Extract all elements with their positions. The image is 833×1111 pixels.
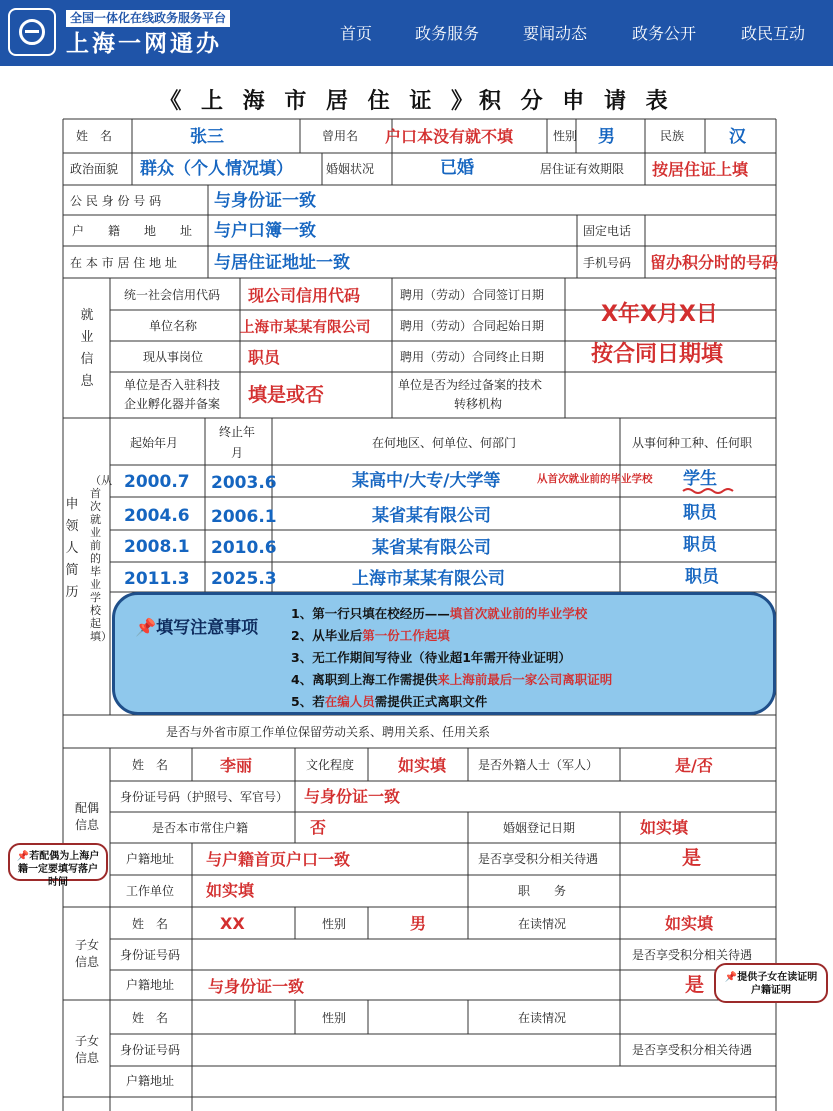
child-proof-callout: 📌提供子女在读证明户籍证明 xyxy=(714,963,828,1003)
col-end-label-2: 月 xyxy=(231,446,244,460)
tech-transfer-label-2: 转移机构 xyxy=(454,397,503,411)
child1-hukou-value[interactable]: 与身份证一致 xyxy=(208,977,305,996)
incubator-value[interactable]: 填是或否 xyxy=(248,384,325,406)
spouse-hukou-value[interactable]: 与户籍首页户口一致 xyxy=(206,850,351,869)
form-title: 《 上 海 市 居 住 证 》积 分 申 请 表 xyxy=(159,88,674,114)
notice-panel xyxy=(112,592,776,715)
child1-school-label: 在读情况 xyxy=(518,917,567,931)
spouse-resident-value[interactable]: 否 xyxy=(310,818,327,837)
resume-row-4-role[interactable]: 职员 xyxy=(685,567,719,587)
contract-sign-label: 聘用（劳动）合同签订日期 xyxy=(400,288,545,302)
tech-transfer-label: 单位是否为经过备案的技术 xyxy=(398,378,543,392)
col-place-label: 在何地区、何单位、何部门 xyxy=(372,436,517,450)
spouse-id-value[interactable]: 与身份证一致 xyxy=(304,787,401,806)
child2-gender-label: 性别 xyxy=(322,1011,347,1025)
former-name-label: 曾用名 xyxy=(322,129,359,143)
col-role-label: 从事何种工种、任何职 xyxy=(632,436,753,450)
spouse-name-value[interactable]: 李丽 xyxy=(220,756,253,775)
contract-date-format[interactable]: X年X月X日 xyxy=(601,302,718,327)
hukou-value[interactable]: 与户口簿一致 xyxy=(214,221,316,241)
nav-interaction[interactable]: 政民互动 xyxy=(741,24,806,43)
brand-title: 上海一网通办 xyxy=(66,31,222,57)
spouse-benefit-label: 是否享受积分相关待遇 xyxy=(478,852,599,866)
child2-benefit-label: 是否享受积分相关待遇 xyxy=(632,1043,753,1057)
spouse-foreign-value[interactable]: 是/否 xyxy=(675,756,713,775)
nav-public[interactable]: 政务公开 xyxy=(632,24,697,43)
resume-row-4-place[interactable]: 上海市某某有限公司 xyxy=(352,569,505,589)
contract-end-label: 聘用（劳动）合同终止日期 xyxy=(400,350,545,364)
resume-row-2-start[interactable]: 2004.6 xyxy=(124,506,190,526)
position-value[interactable]: 职员 xyxy=(248,348,281,367)
spouse-marriage-value[interactable]: 如实填 xyxy=(640,818,689,837)
resume-side-note: （从首次就业前的毕业学校起填） xyxy=(90,474,112,643)
child1-name-label: 姓 名 xyxy=(132,917,169,931)
gender-label: 性别 xyxy=(553,129,578,143)
spouse-section-label: 配偶信息 xyxy=(74,801,99,832)
child2-section-label: 子女信息 xyxy=(74,1034,99,1065)
notice-line-4: 4、离职到上海工作需提供来上海前最后一家公司离职证明 xyxy=(291,672,613,687)
child1-gender-value[interactable]: 男 xyxy=(410,914,427,933)
resume-row-1-role[interactable]: 学生 xyxy=(683,469,717,489)
hukou-label: 户 籍 地 址 xyxy=(72,224,193,238)
child1-section-label: 子女信息 xyxy=(74,938,99,969)
resume-row-2-place[interactable]: 某省某有限公司 xyxy=(372,506,491,526)
credit-value[interactable]: 现公司信用代码 xyxy=(248,286,361,305)
incubator-label-2: 企业孵化器并备案 xyxy=(124,397,221,411)
spouse-duty-label: 职 务 xyxy=(518,884,567,898)
spouse-id-label: 身份证号码（护照号、军官号） xyxy=(120,790,289,804)
address-label: 在 本 市 居 住 地 址 xyxy=(70,256,177,270)
resume-row-4-start[interactable]: 2011.3 xyxy=(124,569,190,589)
political-label: 政治面貌 xyxy=(70,162,119,176)
ethnicity-value[interactable]: 汉 xyxy=(729,127,746,147)
labor-relation-question: 是否与外省市原工作单位保留劳动关系、聘用关系、任用关系 xyxy=(166,725,491,739)
child2-school-label: 在读情况 xyxy=(518,1011,567,1025)
id-value[interactable]: 与身份证一致 xyxy=(214,191,316,211)
resume-row-4-end[interactable]: 2025.3 xyxy=(211,569,277,589)
permit-value[interactable]: 按居住证上填 xyxy=(652,160,749,179)
child1-benefit-value[interactable]: 是 xyxy=(685,974,705,996)
spouse-benefit-value[interactable]: 是 xyxy=(682,847,702,869)
pushpin-icon: 📌 xyxy=(724,972,738,983)
spouse-edu-label: 文化程度 xyxy=(306,758,355,772)
mobile-label: 手机号码 xyxy=(583,256,632,270)
resume-row-1-note: 从首次就业前的毕业学校 xyxy=(537,473,653,485)
notice-line-5: 5、若在编人员需提供正式离职文件 xyxy=(291,694,488,709)
spouse-work-value[interactable]: 如实填 xyxy=(206,881,255,900)
resume-row-2-end[interactable]: 2006.1 xyxy=(211,507,277,527)
spouse-resident-label: 是否本市常住户籍 xyxy=(152,821,249,835)
child1-benefit-label: 是否享受积分相关待遇 xyxy=(632,948,753,962)
notice-line-3: 3、无工作期间写待业（待业超1年需开待业证明） xyxy=(291,650,571,665)
company-label: 单位名称 xyxy=(149,319,198,333)
employment-section-label: 就业信息 xyxy=(80,308,94,389)
col-start-label: 起始年月 xyxy=(130,436,179,450)
address-value[interactable]: 与居住证地址一致 xyxy=(214,253,350,273)
mobile-value[interactable]: 留办积分时的号码 xyxy=(650,253,779,272)
nav-news[interactable]: 要闻动态 xyxy=(523,24,588,43)
child1-id-label: 身份证号码 xyxy=(120,948,181,962)
child1-name-value[interactable]: XX xyxy=(220,914,245,933)
spouse-work-label: 工作单位 xyxy=(126,884,175,898)
credit-label: 统一社会信用代码 xyxy=(124,288,221,302)
platform-subtitle: 全国一体化在线政务服务平台 xyxy=(66,10,230,27)
notice-line-1: 1、第一行只填在校经历——填首次就业前的毕业学校 xyxy=(291,606,588,621)
gender-value[interactable]: 男 xyxy=(598,127,615,147)
contract-date-note[interactable]: 按合同日期填 xyxy=(591,342,724,367)
resume-row-2-role[interactable]: 职员 xyxy=(683,503,717,523)
resume-row-1-place[interactable]: 某高中/大专/大学等 xyxy=(352,471,501,491)
pushpin-icon: 📌 xyxy=(135,618,157,638)
phone-label: 固定电话 xyxy=(583,224,632,238)
permit-label: 居住证有效期限 xyxy=(540,162,625,176)
spouse-edu-value[interactable]: 如实填 xyxy=(398,756,447,775)
child1-hukou-label: 户籍地址 xyxy=(126,978,175,992)
resume-row-3-place[interactable]: 某省某有限公司 xyxy=(372,538,491,558)
spouse-foreign-label: 是否外籍人士（军人） xyxy=(478,758,599,772)
child1-school-value[interactable]: 如实填 xyxy=(665,914,714,933)
child1-gender-label: 性别 xyxy=(322,917,347,931)
pushpin-icon: 📌 xyxy=(16,851,30,862)
marital-value[interactable]: 已婚 xyxy=(440,158,474,178)
resume-row-1-end[interactable]: 2003.6 xyxy=(211,473,277,493)
contract-start-label: 聘用（劳动）合同起始日期 xyxy=(400,319,545,333)
ethnicity-label: 民族 xyxy=(660,129,685,143)
nav-home[interactable]: 首页 xyxy=(340,24,373,43)
company-value[interactable]: 上海市某某有限公司 xyxy=(240,320,371,336)
nav-services[interactable]: 政务服务 xyxy=(415,24,480,43)
political-value[interactable]: 群众（个人情况填） xyxy=(140,159,293,179)
child2-id-label: 身份证号码 xyxy=(120,1043,181,1057)
name-label: 姓 名 xyxy=(76,129,113,143)
resume-row-3-role[interactable]: 职员 xyxy=(683,535,717,555)
id-label: 公 民 身 份 号 码 xyxy=(70,194,162,208)
child2-hukou-label: 户籍地址 xyxy=(126,1074,175,1088)
child2-name-label: 姓 名 xyxy=(132,1011,169,1025)
spouse-marriage-label: 婚姻登记日期 xyxy=(503,821,576,835)
col-end-label: 终止年 xyxy=(219,425,256,439)
resume-row-3-start[interactable]: 2008.1 xyxy=(124,537,190,557)
position-label: 现从事岗位 xyxy=(143,350,204,364)
incubator-label: 单位是否入驻科技 xyxy=(124,378,221,392)
name-value[interactable]: 张三 xyxy=(190,127,224,147)
notice-title: 📌填写注意事项 xyxy=(135,618,259,638)
notice-line-2: 2、从毕业后第一份工作起填 xyxy=(291,628,450,643)
resume-row-3-end[interactable]: 2010.6 xyxy=(211,538,277,558)
spouse-hukou-label: 户籍地址 xyxy=(126,852,175,866)
marital-label: 婚姻状况 xyxy=(326,162,375,176)
spouse-hukou-callout: 📌若配偶为上海户籍一定要填写落户时间 xyxy=(8,843,108,881)
spouse-name-label: 姓 名 xyxy=(132,758,169,772)
resume-row-1-start[interactable]: 2000.7 xyxy=(124,472,190,492)
former-name-value[interactable]: 户口本没有就不填 xyxy=(385,127,514,146)
resume-section-label: 申领人简历 xyxy=(65,497,79,600)
